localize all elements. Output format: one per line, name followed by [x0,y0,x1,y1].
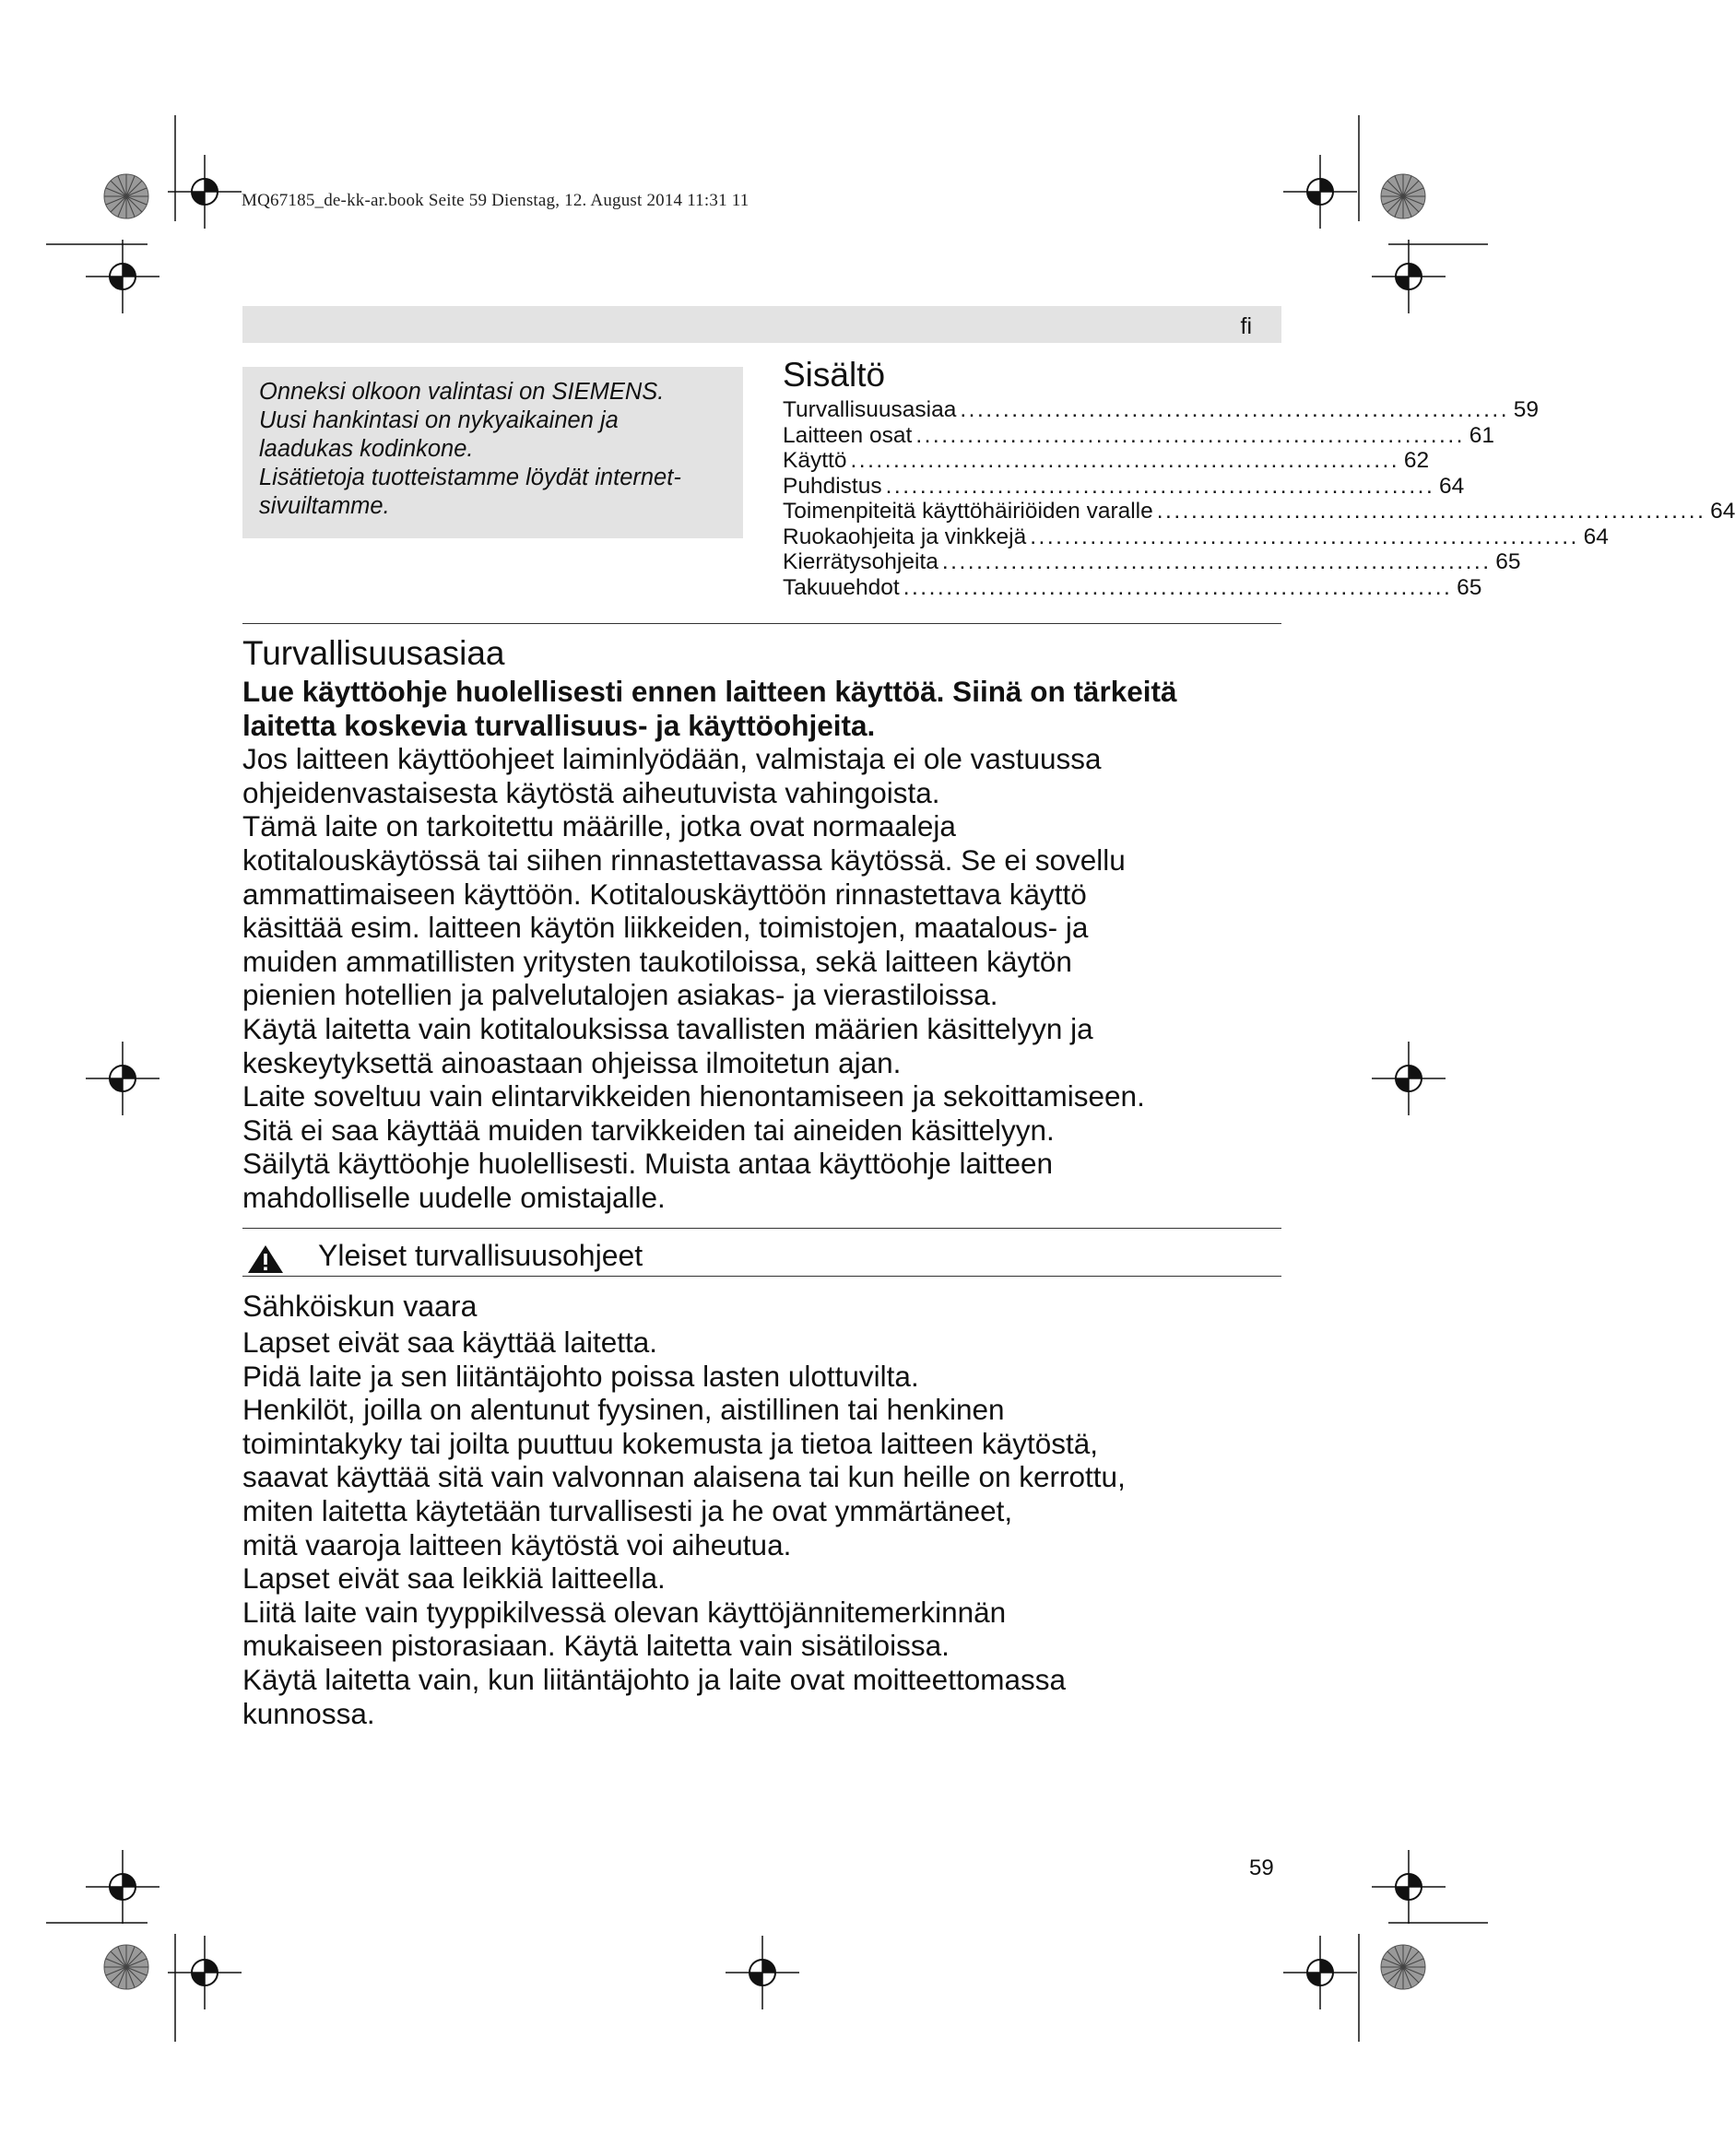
intro-line: laitetta koskevia turvallisuus- ja käyttöohjeita. [242,708,876,742]
toc-entry[interactable] [783,448,1430,474]
promo-line: Lisätietoja tuotteistamme löydät internet- [259,465,681,490]
body-line: mitä vaaroja laitteen käytöstä voi aiheutua. [242,1527,792,1561]
body-line: kunnossa. [242,1696,375,1730]
body-line: Käytä laitetta vain, kun liitäntäjohto ja laite ovat moitteettomassa [242,1662,1066,1696]
toc-dot-leader: ................................................................ [1156,499,1706,524]
promo-text [259,378,738,521]
toc-dot-leader: ................................................................ [915,422,1465,448]
toc-entry-page: 65 [1457,574,1482,600]
registration-mark-icon [1372,1042,1446,1115]
subheading: Sähköiskun vaara [242,1290,478,1323]
body-line: ammattimaiseen käyttöön. Kotitalouskäyttöön rinnastettava käyttö [242,877,1087,911]
toc-entry-page: 61 [1469,422,1494,448]
toc-dot-leader: ................................................................ [885,473,1435,499]
promo-line: Uusi hankintasi on nykyaikainen ja [259,407,619,433]
toc-entry-label: Toimenpiteitä käyttöhäiriöiden varalle [783,499,1153,524]
body-line: kotitalouskäytössä tai siihen rinnastettavassa käytössä. Se ei sovellu [242,842,1126,877]
color-wheel-icon [1381,174,1425,218]
toc-dot-leader: ................................................................ [1030,524,1579,549]
color-wheel-icon [104,1945,148,1989]
toc-dot-leader: ................................................................ [941,549,1492,574]
toc-entry[interactable] [783,397,1540,423]
body-line: Tämä laite on tarkoitettu määrille, jotka ovat normaaleja [242,809,956,843]
table-of-contents [783,397,1735,600]
body-line: miten laitetta käytetään turvallisesti ja he ovat ymmärtäneet, [242,1493,1013,1527]
body-line: Liitä laite vain tyyppikilvessä olevan käyttöjännitemerkinnän [242,1595,1007,1629]
general-safety-body [242,1325,1303,1730]
body-line: Pidä laite ja sen liitäntäjohto poissa lasten ulottuvilta. [242,1359,919,1393]
print-header: MQ67185_de-kk-ar.book Seite 59 Dienstag, 12. August 2014 11:31 11 [242,191,749,210]
body-line: ohjeidenvastaisesta käytöstä aiheutuvista vahingoista. [242,775,940,809]
toc-entry-label: Kierrätysohjeita [783,549,938,574]
page-number: 59 [1249,1856,1274,1880]
toc-entry[interactable] [783,499,1735,524]
toc-entry[interactable] [783,549,1521,575]
promo-line: Onneksi olkoon valintasi on SIEMENS. [259,379,665,405]
registration-mark-icon [86,1850,159,1924]
toc-entry-label: Turvallisuusasiaa [783,397,957,422]
toc-entry-label: Laitteen osat [783,422,913,448]
color-wheel-icon [1381,1945,1425,1989]
body-line: Sitä ei saa käyttää muiden tarvikkeiden tai aineiden käsittelyyn. [242,1113,1055,1147]
toc-entry-label: Ruokaohjeita ja vinkkejä [783,524,1027,549]
registration-mark-icon [86,240,159,313]
safety-body [242,675,1303,1215]
toc-dot-leader: ................................................................ [850,448,1400,473]
promo-line: laadukas kodinkone. [259,436,474,462]
toc-entry-page: 64 [1583,524,1609,549]
promo-line: sivuiltamme. [259,493,390,519]
toc-entry-label: Käyttö [783,448,847,473]
toc-entry-label: Takuuehdot [783,574,900,600]
toc-entry-page: 62 [1403,448,1430,473]
body-line: mahdolliselle uudelle omistajalle. [242,1180,666,1214]
toc-entry-page: 64 [1710,499,1735,524]
registration-mark-icon [86,1042,159,1115]
registration-mark-icon [168,1936,242,2009]
toc-title: Sisältö [783,356,886,394]
toc-entry-label: Puhdistus [783,473,882,499]
body-line: saavat käyttää sitä vain valvonnan alaisena tai kun heille on kerrottu, [242,1460,1126,1494]
language-bar [242,306,1281,343]
intro-line: Lue käyttöohje huolellisesti ennen laitteen käyttöä. Siinä on tärkeitä [242,675,1177,708]
promo-box [242,367,743,538]
toc-entry-page: 65 [1495,549,1521,574]
registration-mark-icon [168,155,242,229]
section-title: Turvallisuusasiaa [242,634,505,672]
language-code: fi [1240,313,1252,339]
warning-triangle-icon [247,1244,284,1274]
toc-entry[interactable] [783,524,1609,550]
body-line: Henkilöt, joilla on alentunut fyysinen, aistillinen tai henkinen [242,1393,1005,1427]
body-line: Laite soveltuu vain elintarvikkeiden hienontamiseen ja sekoittamiseen. [242,1079,1145,1113]
toc-entry[interactable] [783,422,1494,449]
color-wheel-icon [104,174,148,218]
body-line: käsittää esim. laitteen käytön liikkeiden, toimistojen, maatalous- ja [242,911,1089,945]
warning-top-rule [242,1228,1281,1229]
body-line: keskeytyksettä ainoastaan ohjeissa ilmoitetun ajan. [242,1045,902,1079]
body-line: toimintakyky tai joilta puuttuu kokemusta ja tietoa laitteen käytöstä, [242,1426,1098,1460]
body-line: muiden ammatillisten yritysten taukotiloissa, sekä laitteen käytön [242,944,1072,978]
body-line: Lapset eivät saa käyttää laitetta. [242,1325,658,1359]
warning-title: Yleiset turvallisuusohjeet [318,1239,643,1272]
toc-entry[interactable] [783,473,1465,500]
body-line: mukaiseen pistorasiaan. Käytä laitetta vain sisätiloissa. [242,1629,950,1663]
registration-mark-icon [1283,1936,1357,2009]
registration-mark-icon [726,1936,799,2009]
body-line: pienien hotellien ja palvelutalojen asiakas- ja vierastiloissa. [242,978,998,1012]
body-line: Säilytä käyttöohje huolellisesti. Muista antaa käyttöohje laitteen [242,1147,1054,1181]
body-line: Lapset eivät saa leikkiä laitteella. [242,1561,666,1596]
warning-heading [242,1239,1281,1275]
toc-dot-leader: ................................................................ [903,574,1453,600]
section-divider [242,623,1281,624]
toc-entry[interactable] [783,574,1482,601]
toc-entry-page: 64 [1438,473,1465,499]
toc-entry-page: 59 [1513,397,1540,422]
registration-mark-icon [1283,155,1357,229]
body-line: Jos laitteen käyttöohjeet laiminlyödään, valmistaja ei ole vastuussa [242,742,1102,776]
registration-mark-icon [1372,240,1446,313]
body-line: Käytä laitetta vain kotitalouksissa tavallisten määrien käsittelyyn ja [242,1011,1093,1045]
warning-bottom-rule [242,1276,1281,1277]
registration-mark-icon [1372,1850,1446,1924]
toc-dot-leader: ................................................................ [960,397,1510,422]
